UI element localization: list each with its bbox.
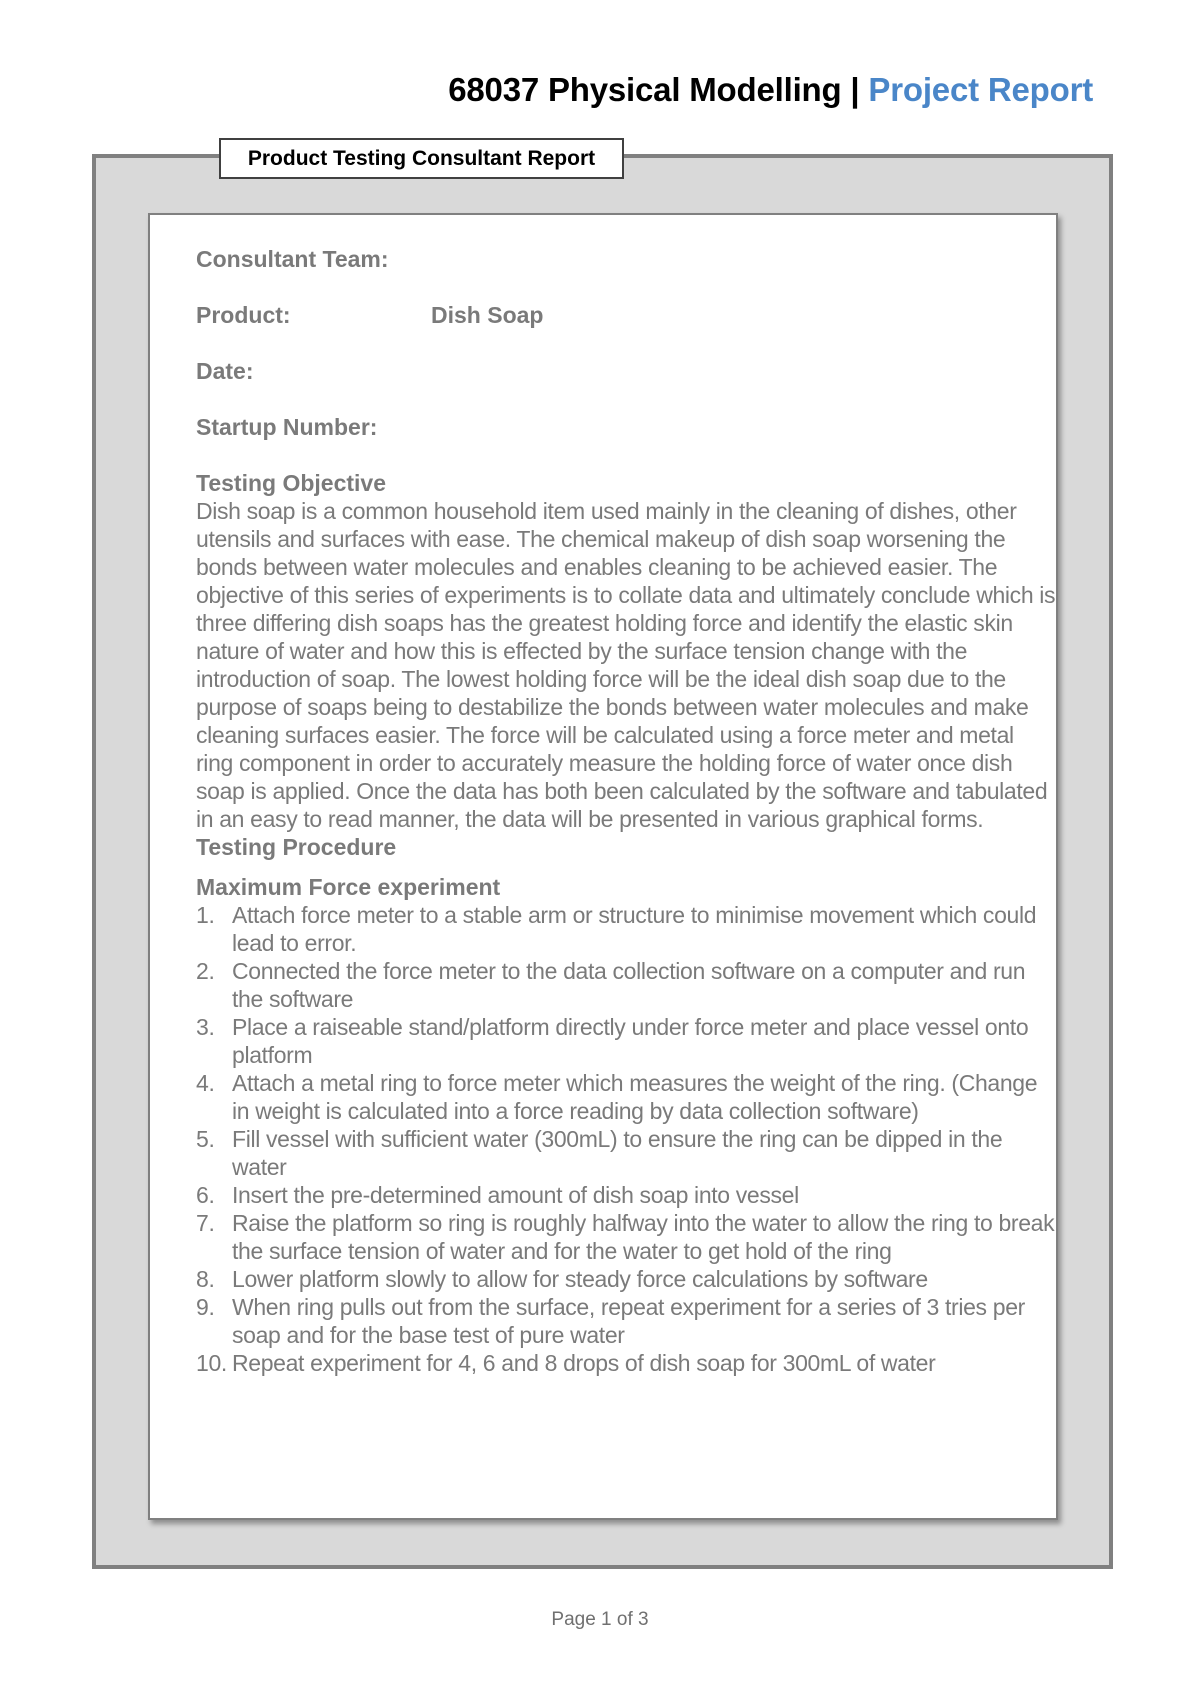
- procedure-step: [196, 1349, 1056, 1377]
- step-number: 6.: [196, 1182, 215, 1208]
- step-number: 7.: [196, 1210, 215, 1236]
- step-text: Place a raiseable stand/platform directly under force meter and place vessel onto platform: [232, 1014, 1029, 1068]
- step-number: 9.: [196, 1294, 215, 1320]
- procedure-step: [196, 1125, 1056, 1181]
- procedure-heading: Testing Procedure: [196, 834, 397, 860]
- startup-number-label: Startup Number:: [196, 414, 378, 440]
- step-text: Repeat experiment for 4, 6 and 8 drops of dish soap for 300mL of water: [232, 1350, 936, 1376]
- procedure-step: [196, 957, 1056, 1013]
- procedure-step: [196, 1293, 1056, 1349]
- page-number: Page 1 of 3: [551, 1609, 649, 1630]
- report-content: [196, 245, 1056, 1377]
- procedure-step: [196, 901, 1056, 957]
- procedure-step: [196, 1181, 1056, 1209]
- step-text: Fill vessel with sufficient water (300mL) to ensure the ring can be dipped in the water: [232, 1126, 1003, 1180]
- step-text: Attach force meter to a stable arm or structure to minimise movement which could lead to error.: [232, 902, 1037, 956]
- procedure-subheading: Maximum Force experiment: [196, 874, 501, 900]
- procedure-step: [196, 1013, 1056, 1069]
- section-title: Product Testing Consultant Report: [219, 138, 624, 179]
- procedure-step: [196, 1069, 1056, 1125]
- consultant-team-label: Consultant Team:: [196, 246, 389, 272]
- step-text: Insert the pre-determined amount of dish soap into vessel: [232, 1182, 799, 1208]
- step-number: 10.: [196, 1350, 227, 1376]
- step-number: 3.: [196, 1014, 215, 1040]
- step-text: Raise the platform so ring is roughly halfway into the water to allow the ring to break the surface tension of water and for the water to get hold of the ring: [232, 1210, 1055, 1264]
- objective-heading: Testing Objective: [196, 470, 387, 496]
- step-text: Connected the force meter to the data collection software on a computer and run the software: [232, 958, 1026, 1012]
- startup-number-field: [196, 413, 1056, 441]
- objective-text: Dish soap is a common household item used mainly in the cleaning of dishes, other utensils and surfaces with ease. The chemical makeup of dish soap worsening the bonds between water molecules and enables cleaning to be achieved easier. The objective of this series of experiments is to collate data and ultimately conclude which is three differing dish soaps has the greatest holding force and identify the elastic skin nature of water and how this is effected by the surface tension change with the introduction of soap. The lowest holding force will be the ideal dish soap due to the purpose of soaps being to destabilize the bonds between water molecules and make cleaning surfaces easier. The force will be calculated using a force meter and metal ring component in order to accurately measure the holding force of water once dish soap is applied. Once the data has both been calculated by the software and tabulated in an easy to read manner, the data will be presented in various graphical forms.: [196, 498, 1056, 832]
- procedure-step: [196, 1265, 1056, 1293]
- procedure-step: [196, 1209, 1056, 1265]
- step-number: 1.: [196, 902, 215, 928]
- step-text: When ring pulls out from the surface, repeat experiment for a series of 3 tries per soap and for the base test of pure water: [232, 1294, 1025, 1348]
- consultant-team-field: [196, 245, 1056, 273]
- date-field: [196, 357, 1056, 385]
- document-header: [448, 71, 1093, 109]
- step-text: Attach a metal ring to force meter which measures the weight of the ring. (Change in weight is calculated into a force reading by data collection software): [232, 1070, 1038, 1124]
- date-label: Date:: [196, 358, 254, 384]
- product-value: Dish Soap: [431, 302, 544, 328]
- step-text: Lower platform slowly to allow for steady force calculations by software: [232, 1266, 928, 1292]
- product-label: Product:: [196, 302, 291, 328]
- header-title-main: 68037 Physical Modelling |: [448, 71, 860, 108]
- header-title-accent: Project Report: [868, 71, 1093, 108]
- step-number: 4.: [196, 1070, 215, 1096]
- product-field: [196, 301, 1056, 329]
- step-number: 8.: [196, 1266, 215, 1292]
- step-number: 5.: [196, 1126, 215, 1152]
- step-number: 2.: [196, 958, 215, 984]
- procedure-steps: [196, 901, 1056, 1377]
